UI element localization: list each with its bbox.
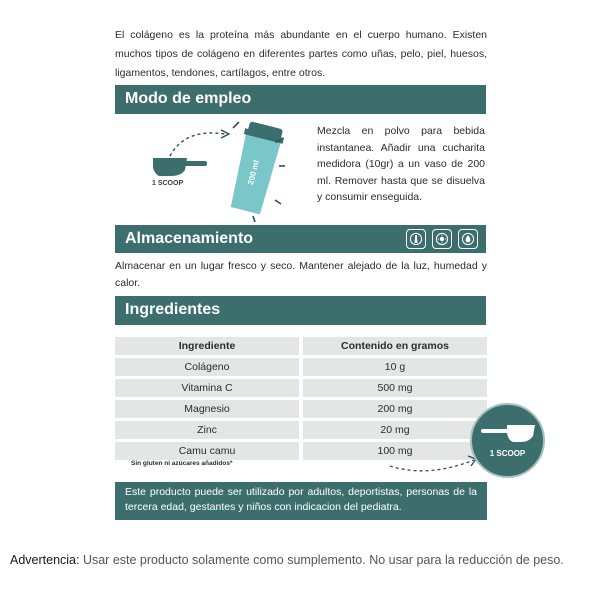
almacenamiento-text: Almacenar en un lugar fresco y seco. Mantener alejado de la luz, humedad y calor. (115, 260, 487, 289)
warning-line (10, 553, 595, 567)
sun-icon (432, 229, 452, 249)
ingredient-name: Zinc (115, 421, 299, 439)
dashed-arrow-icon (170, 133, 225, 156)
usage-note-text: Este producto puede ser utilizado por adultos, deportistas, personas de la tercera edad, gestantes y niños con indicacion del pediatra. (125, 486, 477, 513)
section-title: Ingredientes (125, 301, 221, 318)
ingredient-amount: 100 mg (303, 442, 487, 460)
table-row (115, 379, 487, 397)
scoop-badge (470, 403, 545, 478)
scoop-label: 1 SCOOP (152, 180, 184, 187)
modo-de-empleo-text: Mezcla en polvo para bebida instantanea. Añadir una cucharita medidora (10gr) a un vaso de 200 ml. Remover hasta que se disuelva y consumir enseguida. (317, 125, 485, 203)
ingredient-name: Colágeno (115, 358, 299, 376)
section-header-modo-de-empleo (115, 85, 486, 114)
ingredient-amount: 200 mg (303, 400, 487, 418)
usage-note (115, 482, 487, 520)
intro-paragraph: El colágeno es la proteína más abundante en el cuerpo humano. Existen muchos tipos de colágeno en diferentes partes como uñas, pelo, piel, huesos, ligamentos, tendones, cartílagos, entre otros. (115, 29, 487, 79)
shaker-label: 200 ml (246, 159, 261, 186)
section-title: Almacenamiento (125, 230, 254, 247)
ingredient-name: Magnesio (115, 400, 299, 418)
scoop-label: 1 SCOOP (489, 449, 526, 458)
scoop-to-shaker-illustration (115, 116, 315, 222)
ingredient-amount: 20 mg (303, 421, 487, 439)
thermometer-icon (406, 229, 426, 249)
ingredients-table (115, 334, 487, 463)
section-title: Modo de empleo (125, 90, 252, 107)
table-row (115, 400, 487, 418)
water-drop-icon (458, 229, 478, 249)
ingredient-amount: 10 g (303, 358, 487, 376)
section-header-almacenamiento (115, 225, 486, 253)
gluten-free-footnote: Sin gluten ni azúcares añadidos* (131, 460, 233, 467)
ingredient-name: Camu camu (115, 442, 299, 460)
scoop-icon (479, 421, 539, 447)
warning-text: Usar este producto solamente como sumplemento. No usar para la reducción de peso. (79, 553, 564, 567)
ingredient-amount: 500 mg (303, 379, 487, 397)
table-row (115, 421, 487, 439)
table-row (115, 358, 487, 376)
section-header-ingredientes (115, 296, 486, 325)
scoop-icon (153, 158, 207, 176)
column-header-ingrediente: Ingrediente (115, 337, 299, 355)
modo-de-empleo-section (115, 116, 487, 222)
warning-label: Advertencia: (10, 553, 80, 567)
ingredient-name: Vitamina C (115, 379, 299, 397)
column-header-contenido: Contenido en gramos (303, 337, 487, 355)
table-header-row (115, 337, 487, 355)
